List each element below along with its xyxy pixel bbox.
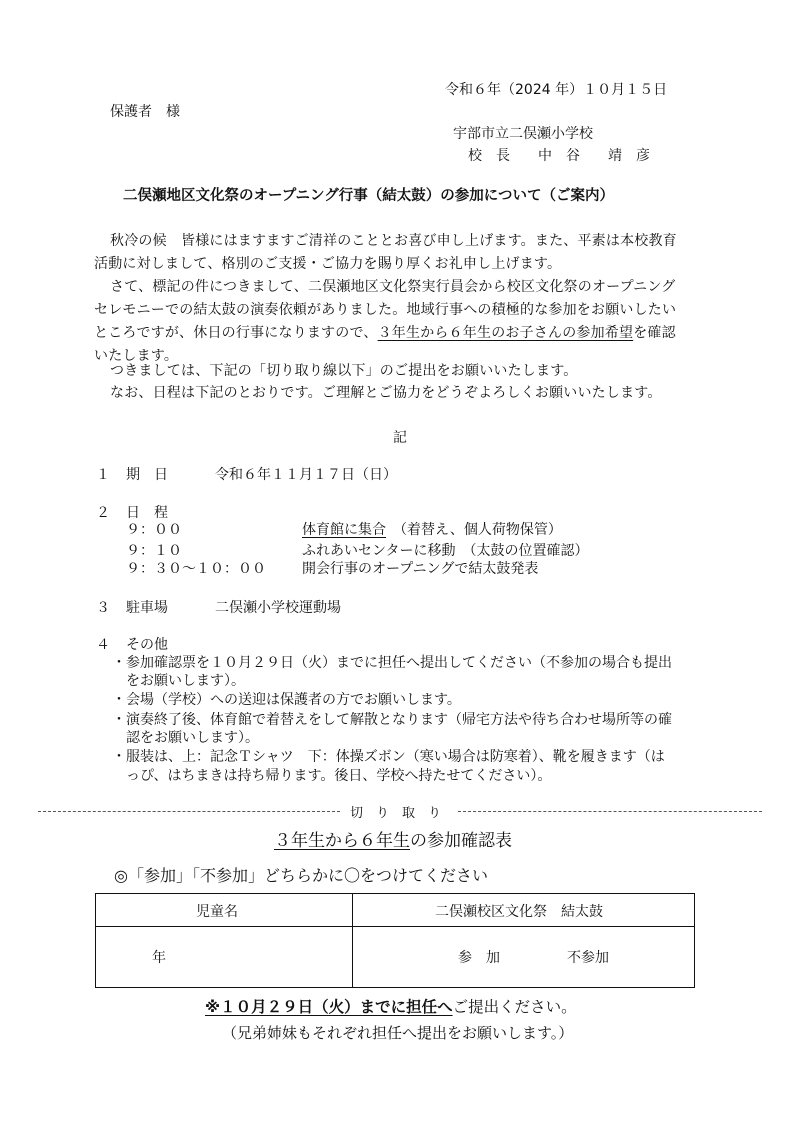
schedule-event: [302, 540, 588, 560]
body-line: 秋冷の候 皆様にはますますご清祥のこととお喜び申し上げます。また、平素は本校教育: [110, 233, 677, 249]
body-line: セレモニーでの結太鼓の演奏依頼がありました。地域行事への積極的な参加をお願いしたい: [94, 302, 677, 318]
deadline-rest: ご提出ください。: [452, 998, 577, 1016]
schedule-time: ９：３０〜１０：００: [126, 561, 266, 577]
note-line: ・服装は、上：記念Ｔシャツ 下：体操ズボン（寒い場合は防寒着）、靴を履きます（は: [112, 749, 665, 765]
item-value-parking: 二俣瀬小学校運動場: [215, 600, 341, 616]
deadline-notice: [205, 995, 577, 1017]
item-number: ４: [96, 637, 110, 653]
option-decline[interactable]: 不参加: [567, 950, 609, 966]
item-value-date: 令和６年１１月１７日（日）: [215, 467, 397, 483]
underlined-text: ３年生から６年生のお子さんの参加希望: [377, 325, 634, 341]
deadline-emphasis: ※１０月２９日（火）までに担任へ: [205, 998, 453, 1016]
schedule-event: [302, 558, 538, 578]
school-name: 宇部市立二俣瀬小学校: [453, 126, 593, 142]
underlined-text: ３年生から６年生: [274, 831, 410, 851]
column-header-child-name: 児童名: [196, 904, 238, 920]
note-line: ・演奏終了後、体育館で着替えをして解散となります（帰宅方法や待ち合わせ場所等の確: [112, 712, 672, 728]
note-line: 認をお願いします）。: [126, 730, 259, 746]
item-label-date: 期 日: [126, 467, 168, 483]
table-divider: [352, 894, 353, 987]
body-line: いたします。: [94, 348, 179, 364]
cut-line-left: [38, 811, 340, 812]
document-date: 令和６年（2024 年）１０月１５日: [445, 82, 668, 98]
document-title: 二俣瀬地区文化祭のオープニング行事（結太鼓）の参加について（ご案内）: [123, 188, 614, 204]
note-line: っぴ、はちまきは持ち帰ります。後日、学校へ持たせてください）。: [126, 768, 552, 784]
schedule-time: ９：００: [126, 522, 182, 538]
form-instruction: ◎「参加」「不参加」どちらかに〇をつけてください: [114, 866, 488, 885]
item-number: ２: [96, 505, 110, 521]
item-label-parking: 駐車場: [126, 600, 168, 616]
column-header-event: 二俣瀬校区文化祭 結太鼓: [435, 904, 603, 920]
recipient: 保護者 様: [110, 104, 180, 120]
underlined-text: 体育館に集合: [302, 522, 386, 538]
event-text: 開会行事のオープニングで結太鼓発表: [302, 561, 539, 577]
event-note: （着替え、個人荷物保管）: [386, 522, 562, 538]
item-number: １: [96, 467, 110, 483]
cut-line-right: [458, 811, 762, 812]
item-label-schedule: 日 程: [126, 505, 168, 521]
schedule-time: ９：１０: [126, 543, 182, 559]
event-text: ふれあいセンターに移動: [302, 543, 456, 559]
grade-label[interactable]: 年: [152, 950, 166, 966]
note-line: ・会場（学校）への送迎は保護者の方でお願いします。: [112, 692, 461, 708]
note-line: ・参加確認票を１０月２９日（火）までに担任へ提出してください（不参加の場合も提出: [112, 655, 672, 671]
body-line: 活動に対しまして、格別のご支援・ご協力を賜り厚くお礼申し上げます。: [94, 256, 562, 272]
body-line: なお、日程は下記のとおりです。ご理解とご協力をどうぞよろしくお願いいたします。: [110, 385, 662, 401]
siblings-note: （兄弟姉妹もそれぞれ担任へ提出をお願いします。）: [222, 1024, 574, 1042]
principal-name: 校 長 中 谷 靖 彦: [468, 148, 650, 164]
body-line: つきましては、下記の「切り取り線以下」のご提出をお願いいたします。: [110, 363, 578, 379]
table-divider: [96, 926, 694, 927]
form-title-rest: の参加確認表: [410, 831, 512, 851]
item-label-other: その他: [126, 637, 168, 653]
confirmation-table: [95, 893, 695, 988]
cut-label: 切 り 取 り: [350, 806, 442, 821]
item-number: ３: [96, 600, 110, 616]
body-line: さて、標記の件につきまして、二俣瀬地区文化祭実行員会から校区文化祭のオープニング: [110, 279, 676, 295]
form-title: [274, 826, 512, 851]
schedule-event: [302, 519, 562, 539]
body-text: ところですが、休日の行事になりますので、: [94, 325, 378, 341]
note-line: をお願いします）。: [126, 673, 245, 689]
ki-marker: 記: [393, 430, 407, 446]
body-text: を確認: [633, 325, 676, 341]
option-join[interactable]: 参 加: [458, 950, 500, 966]
body-line: [94, 322, 676, 342]
event-note: （太鼓の位置確認）: [455, 543, 589, 559]
